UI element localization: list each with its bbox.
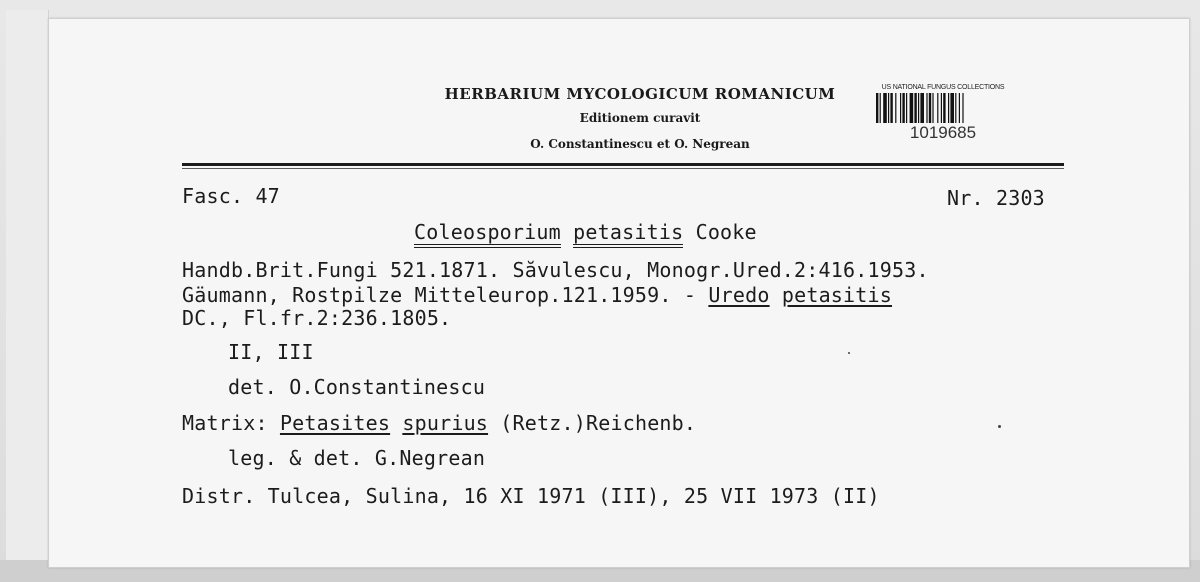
barcode-bar [955, 93, 956, 123]
species-genus: Coleosporium [414, 220, 561, 248]
species-author: Cooke [695, 220, 757, 244]
barcode-bar [902, 93, 904, 123]
species-name [414, 220, 757, 244]
barcode-bar [880, 93, 881, 123]
barcode-bar [929, 93, 931, 123]
barcode-label [868, 84, 1018, 154]
basionym-epithet: petasitis [781, 283, 893, 307]
barcode-bar [890, 93, 892, 123]
host-author: (Retz.)Reichenb. [500, 411, 697, 435]
barcode-icon [874, 93, 1012, 123]
barcode-bar [941, 93, 942, 123]
paper-speck [998, 425, 1001, 428]
barcode-caption: US NATIONAL FUNGUS COLLECTIONS [881, 84, 1005, 91]
barcode-bar [950, 93, 954, 123]
citation-line-1: Handb.Brit.Fungi 521.1871. Săvulescu, Monogr.Ured.2:416.1953. [182, 258, 929, 282]
herbarium-title: HERBARIUM MYCOLOGICUM ROMANICUM [444, 85, 836, 103]
sheet-edge [6, 10, 49, 570]
barcode-bar [900, 93, 901, 123]
barcode-bar [914, 93, 916, 123]
barcode-bar [883, 93, 887, 123]
barcode-bar [962, 93, 963, 123]
distribution: Distr. Tulcea, Sulina, 16 XI 1971 (III), 25 VII 1973 (II) [182, 484, 880, 508]
citation-line-3: DC., Fl.fr.2:236.1805. [182, 306, 452, 330]
herbarium-editors: O. Constantinescu et O. Negrean [530, 137, 750, 151]
spore-stages: II, III [228, 340, 314, 364]
citation-line-2 [182, 283, 892, 307]
barcode-bar [918, 93, 919, 123]
matrix-line [182, 411, 696, 435]
header-divider [182, 163, 1064, 166]
barcode-bar [943, 93, 945, 123]
barcode-bar [910, 93, 914, 123]
barcode-bar [895, 93, 896, 123]
determiner: det. O.Constantinescu [228, 375, 486, 399]
barcode-bar [948, 93, 949, 123]
barcode-bar [937, 93, 938, 123]
barcode-bar [920, 93, 924, 123]
fascicle-number: Fasc. 47 [182, 184, 280, 208]
matrix-label: Matrix: [182, 411, 280, 435]
collector: leg. & det. G.Negrean [228, 446, 486, 470]
barcode-bar [876, 93, 878, 123]
header-divider-thin [182, 168, 1064, 169]
paper-speck [848, 352, 850, 354]
label-header [410, 82, 870, 156]
basionym-genus: Uredo [708, 283, 770, 307]
herbarium-subtitle: Editionem curavit [579, 111, 701, 125]
barcode-bar [926, 93, 927, 123]
species-epithet: petasitis [573, 220, 683, 248]
barcode-bar [906, 93, 907, 123]
host-genus: Petasites [279, 411, 391, 435]
host-epithet: spurius [402, 411, 489, 435]
citation-line-2-text: Gäumann, Rostpilze Mitteleurop.121.1959. - [182, 283, 709, 307]
barcode-bar [932, 93, 933, 123]
barcode-bar [888, 93, 889, 123]
barcode-number: 1019685 [909, 123, 977, 142]
barcode-bar [959, 93, 960, 123]
exsiccata-number: Nr. 2303 [947, 186, 1045, 210]
